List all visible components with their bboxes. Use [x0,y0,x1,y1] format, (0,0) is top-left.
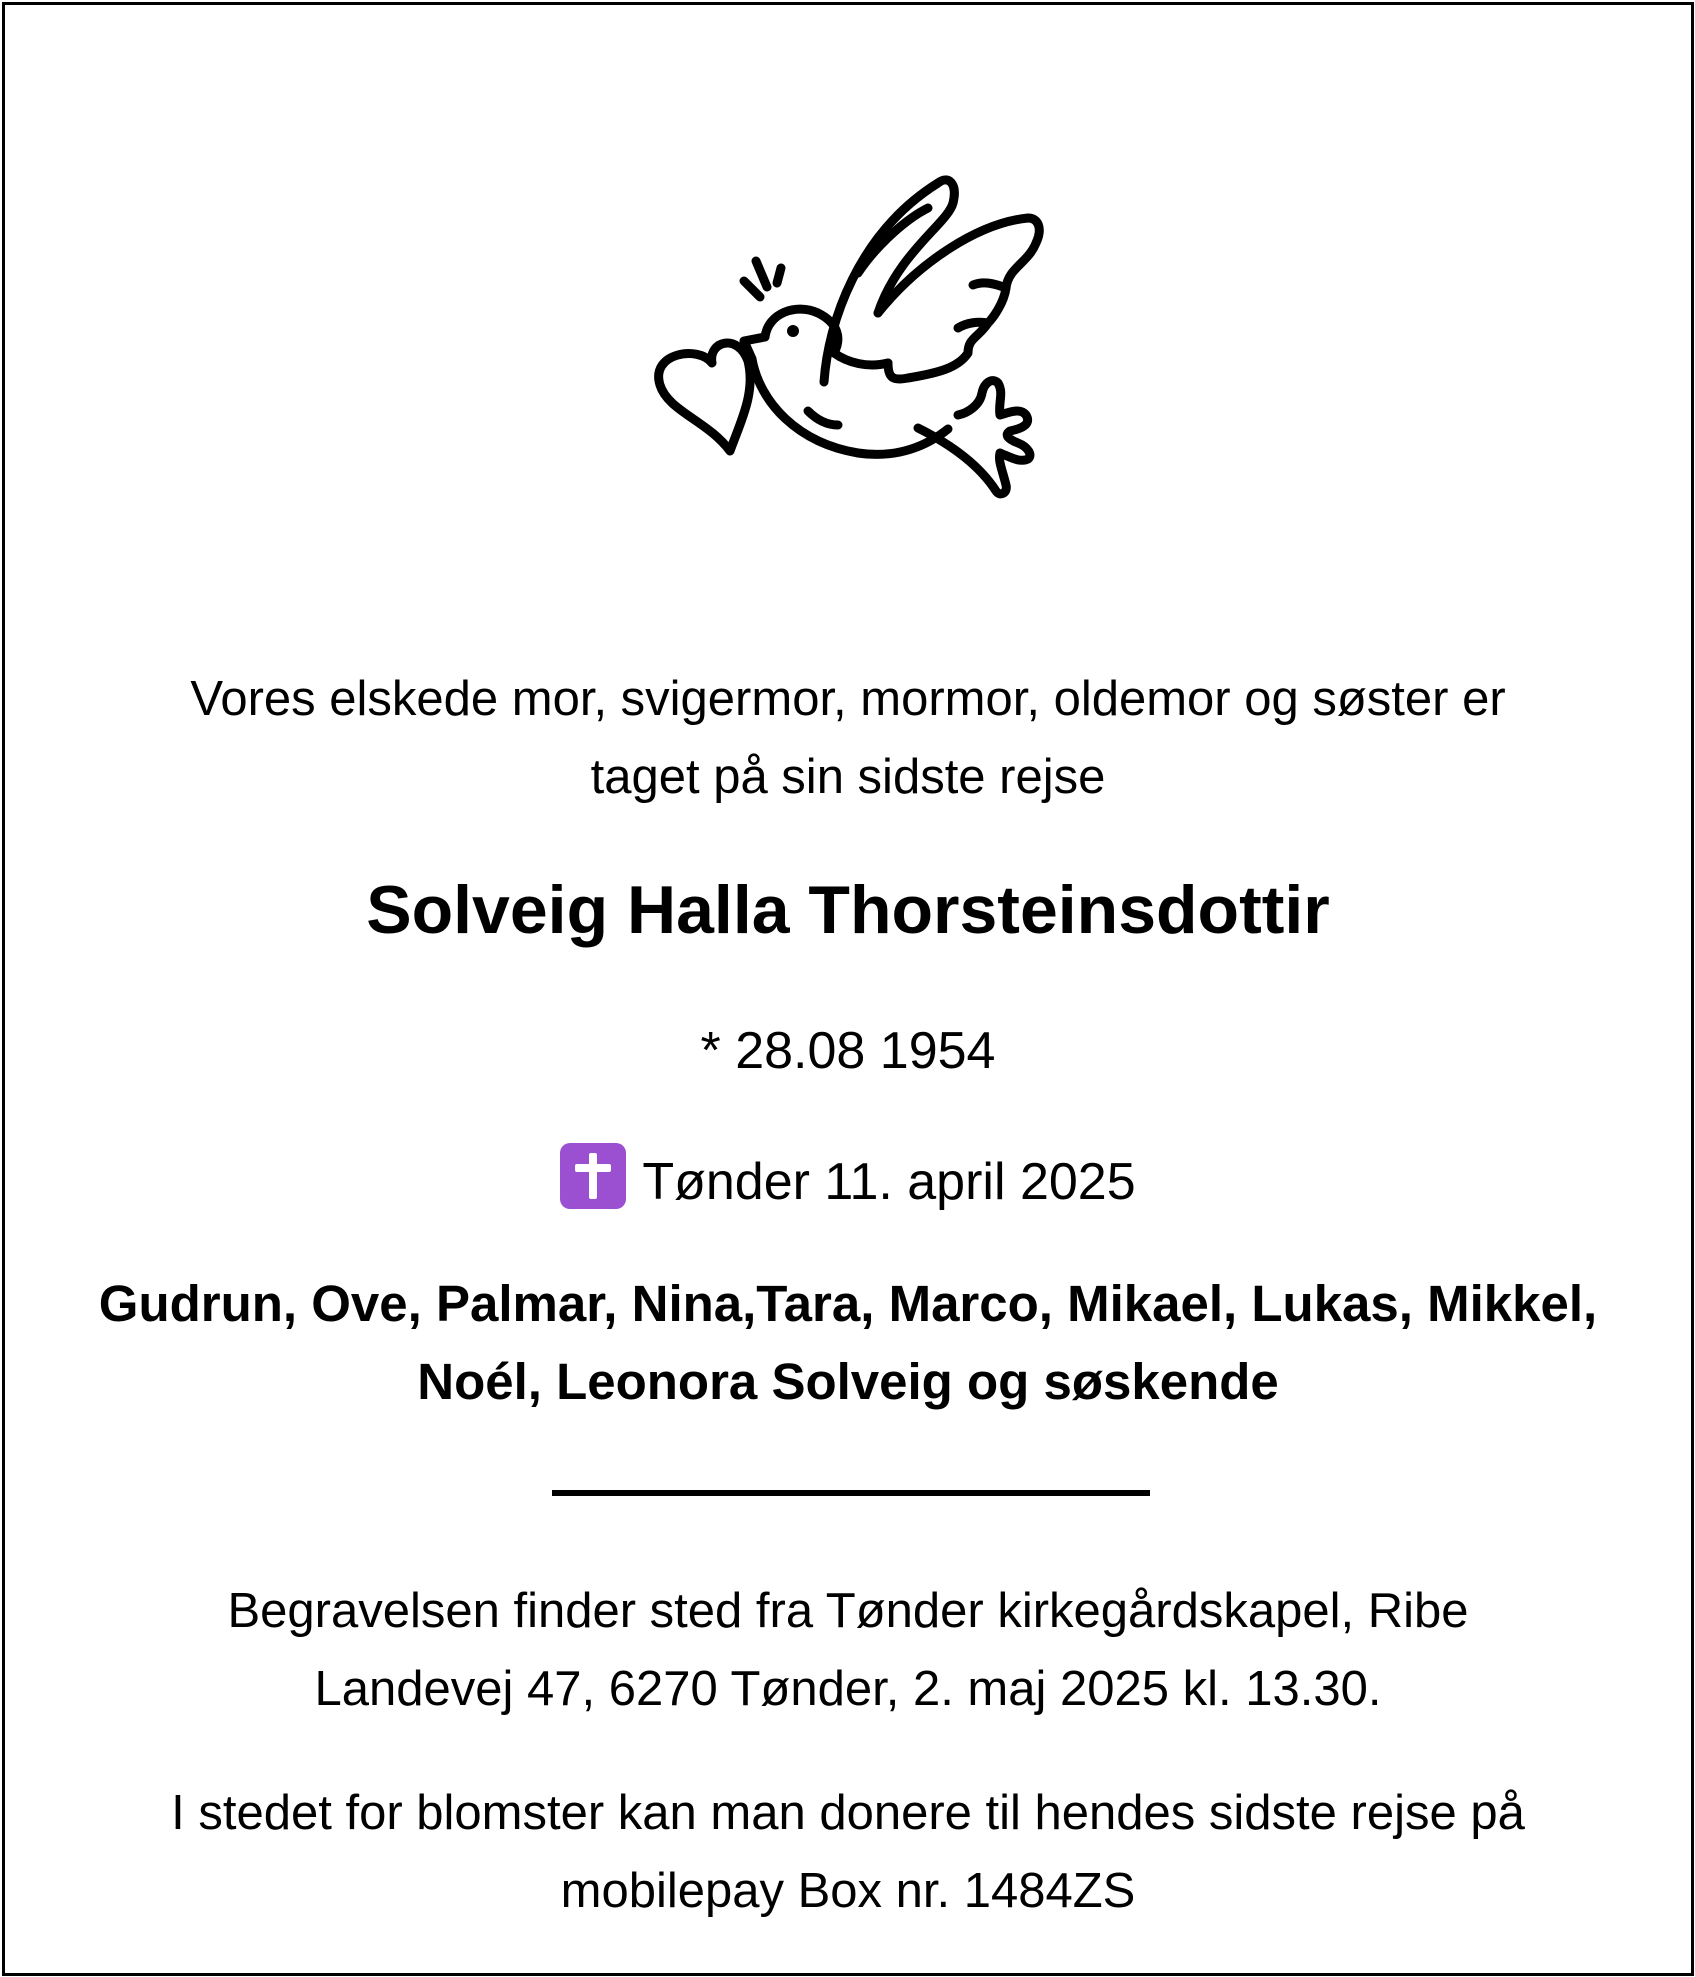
donation-info [5,1774,1691,1930]
family-line-2: Noél, Leonora Solveig og søskende [417,1353,1279,1410]
divider-line [552,1490,1150,1496]
dove-with-heart-icon [648,163,1048,503]
family-line-1: Gudrun, Ove, Palmar, Nina,Tara, Marco, Mikael, Lukas, Mikkel, [98,1275,1598,1332]
intro-text [5,660,1691,816]
funeral-info [5,1572,1691,1728]
family-names [5,1265,1691,1421]
death-place-date: Tønder 11. april 2025 [642,1153,1136,1211]
deceased-name: Solveig Halla Thorsteinsdottir [366,872,1330,948]
death-line [5,1143,1691,1217]
funeral-line-2: Landevej 47, 6270 Tønder, 2. maj 2025 kl. 13.30. [314,1662,1382,1716]
birth-date: * 28.08 1954 [700,1022,996,1080]
intro-line-2: taget på sin sidste rejse [590,750,1106,804]
latin-cross-icon [560,1143,626,1209]
donation-line-1: I stedet for blomster kan man donere til hendes sidste rejse på [171,1786,1525,1840]
donation-line-2: mobilepay Box nr. 1484ZS [560,1864,1136,1918]
obituary-card [2,2,1694,1976]
intro-line-1: Vores elskede mor, svigermor, mormor, oldemor og søster er [190,672,1506,726]
funeral-line-1: Begravelsen finder sted fra Tønder kirkegårdskapel, Ribe [227,1584,1469,1638]
